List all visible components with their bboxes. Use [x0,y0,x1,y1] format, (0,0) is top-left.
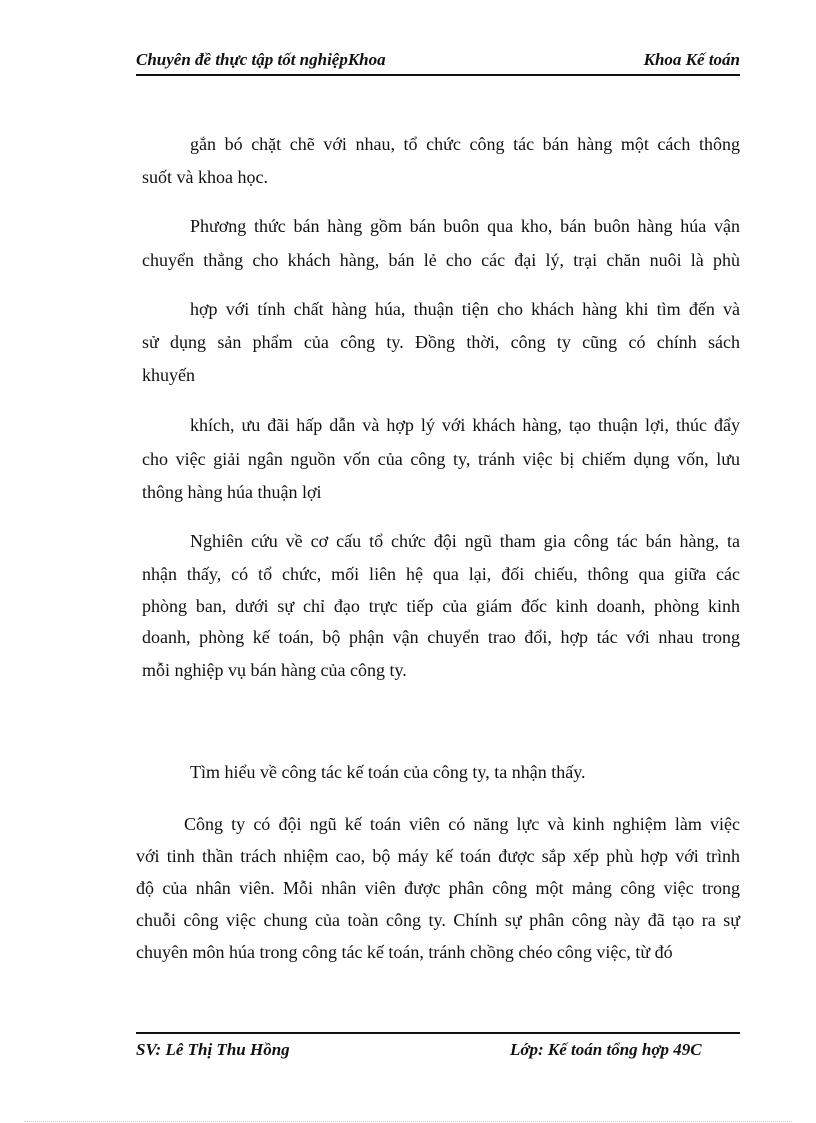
text-line: suốt và khoa học. [142,167,268,187]
text-line: Phương thức bán hàng gồm bán buôn qua kho, bán buôn hàng húa vận [190,216,740,236]
text-line: Nghiên cứu về cơ cấu tổ chức đội ngũ tham gia công tác bán hàng, ta [190,531,740,551]
footer-student-name: SV: Lê Thị Thu Hồng [136,1040,290,1059]
text-line: doanh, phòng kế toán, bộ phận vận chuyển trao đổi, hợp tác với nhau trong [142,627,740,647]
header-left-text: Chuyên đề thực tập tốt nghiệpKhoa [136,50,386,69]
footer-class-name: Lớp: Kế toán tổng hợp 49C [510,1040,702,1059]
text-line: chuỗi công việc chung của toàn công ty. Chính sự phân công này đã tạo ra sự [136,910,740,930]
header-right-text: Khoa Kế toán [643,50,740,69]
text-line: Công ty có đội ngũ kế toán viên có năng lực và kinh nghiệm làm việc [184,814,740,834]
text-line: phòng ban, dưới sự chỉ đạo trực tiếp của giám đốc kinh doanh, phòng kinh [142,596,740,616]
text-line: sử dụng sản phẩm của công ty. Đồng thời, công ty cũng có chính sách [142,332,740,352]
page-footer [136,1032,740,1062]
page-header [136,48,740,76]
text-line: với tinh thần trách nhiệm cao, bộ máy kế toán được sắp xếp phù hợp với trình [136,846,740,866]
text-line: thông hàng húa thuận lợi [142,482,322,502]
text-line: khuyến [142,365,195,385]
text-line: gắn bó chặt chẽ với nhau, tổ chức công tác bán hàng một cách thông [190,134,740,154]
text-line: nhận thấy, có tổ chức, mối liên hệ qua lại, đối chiếu, thông qua giữa các [142,564,740,584]
text-line: cho việc giải ngân nguồn vốn của công ty, tránh việc bị chiếm dụng vốn, lưu [142,449,740,469]
page-bottom-rule [24,1121,792,1122]
text-line: mỗi nghiệp vụ bán hàng của công ty. [142,660,407,680]
text-line: độ của nhân viên. Mỗi nhân viên được phân công một mảng công việc trong [136,878,740,898]
text-line: chuyên môn húa trong công tác kế toán, tránh chồng chéo công việc, từ đó [136,942,673,962]
text-line: chuyển thẳng cho khách hàng, bán lẻ cho các đại lý, trại chăn nuôi là phù [142,250,740,270]
text-line: khích, ưu đãi hấp dẫn và hợp lý với khách hàng, tạo thuận lợi, thúc đẩy [190,415,740,435]
text-line: Tìm hiểu về công tác kế toán của công ty, ta nhận thấy. [190,762,586,782]
text-line: hợp với tính chất hàng húa, thuận tiện cho khách hàng khi tìm đến và [190,299,740,319]
